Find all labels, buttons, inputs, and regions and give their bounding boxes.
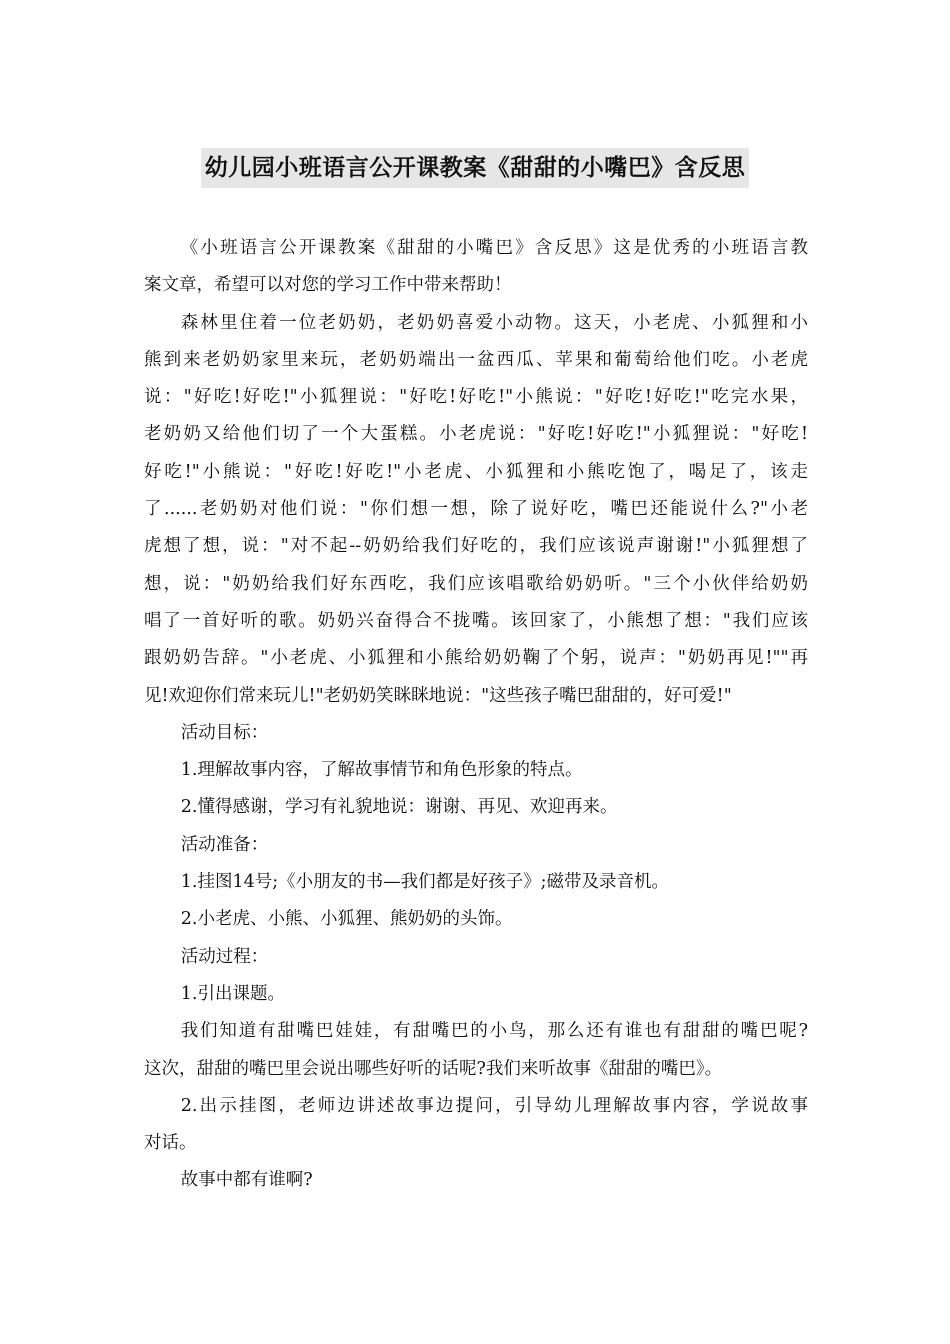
paragraph-line: 我们知道有甜嘴巴娃娃，有甜嘴巴的小鸟，那么还有谁也有甜甜的嘴巴呢? (180, 1021, 808, 1042)
paragraph-line: 《小班语言公开课教案《甜甜的小嘴巴》含反思》这是优秀的小班语言教 (180, 238, 808, 258)
paragraph-line: 虎想了想，说："对不起--奶奶给我们好吃的，我们应该说声谢谢!"小狐狸想了 (144, 536, 808, 557)
paragraph-line: 1.挂图14号;《小朋友的书—我们都是好孩子》;磁带及录音机。 (180, 872, 670, 893)
paragraph-line: 1.理解故事内容，了解故事情节和角色形象的特点。 (180, 760, 583, 781)
paragraph-line: 2.出示挂图，老师边讲述故事边提问，引导幼儿理解故事内容，学说故事 (180, 1095, 808, 1116)
paragraph-line: 想，说："奶奶给我们好东西吃，我们应该唱歌给奶奶听。"三个小伙伴给奶奶 (144, 573, 808, 594)
paragraph-line: 案文章，希望可以对您的学习工作中带来帮助！ (144, 275, 512, 296)
paragraph-line: 森林里住着一位老奶奶，老奶奶喜爱小动物。这天，小老虎、小狐狸和小 (180, 312, 808, 333)
paragraph-line: 1.引出课题。 (180, 983, 285, 1004)
paragraph-line: 见!欢迎你们常来玩儿!"老奶奶笑眯眯地说："这些孩子嘴巴甜甜的，好可爱!" (144, 685, 732, 706)
paragraph-line: 2.小老虎、小熊、小狐狸、熊奶奶的头饰。 (180, 909, 513, 930)
page-title: 幼儿园小班语言公开课教案《甜甜的小嘴巴》含反思 (201, 148, 750, 188)
paragraph-line: 好吃!"小熊说："好吃!好吃!"小老虎、小狐狸和小熊吃饱了，喝足了，该走 (144, 461, 808, 482)
paragraph-line: 这次，甜甜的嘴巴里会说出哪些好听的话呢?我们来听故事《甜甜的嘴巴》。 (144, 1058, 723, 1079)
paragraph-line: 了......老奶奶对他们说："你们想一想，除了说好吃，嘴巴还能说什么?"小老 (144, 499, 808, 520)
document-body (144, 230, 808, 1200)
paragraph-line: 跟奶奶告辞。"小老虎、小狐狸和小熊给奶奶鞠了个躬，说声："奶奶再见!""再 (144, 648, 808, 669)
paragraph-line: 老奶奶又给他们切了一个大蛋糕。小老虎说："好吃!好吃!"小狐狸说："好吃! (144, 424, 808, 445)
paragraph-line: 熊到来老奶奶家里来玩，老奶奶端出一盆西瓜、苹果和葡萄给他们吃。小老虎 (144, 349, 808, 370)
paragraph-line: 对话。 (144, 1133, 197, 1154)
paragraph-line: 故事中都有谁啊? (180, 1170, 313, 1191)
paragraph-line: 活动目标： (180, 722, 269, 743)
paragraph-line: 说："好吃!好吃!"小狐狸说："好吃!好吃!"小熊说："好吃!好吃!"吃完水果， (144, 387, 808, 408)
paragraph-line: 活动准备： (180, 834, 269, 855)
paragraph-line: 活动过程： (180, 946, 269, 967)
paragraph-line: 唱了一首好听的歌。奶奶兴奋得合不拢嘴。该回家了，小熊想了想："我们应该 (144, 610, 808, 631)
paragraph-line: 2.懂得感谢，学习有礼貌地说：谢谢、再见、欢迎再来。 (180, 797, 618, 818)
title-container (0, 148, 950, 188)
